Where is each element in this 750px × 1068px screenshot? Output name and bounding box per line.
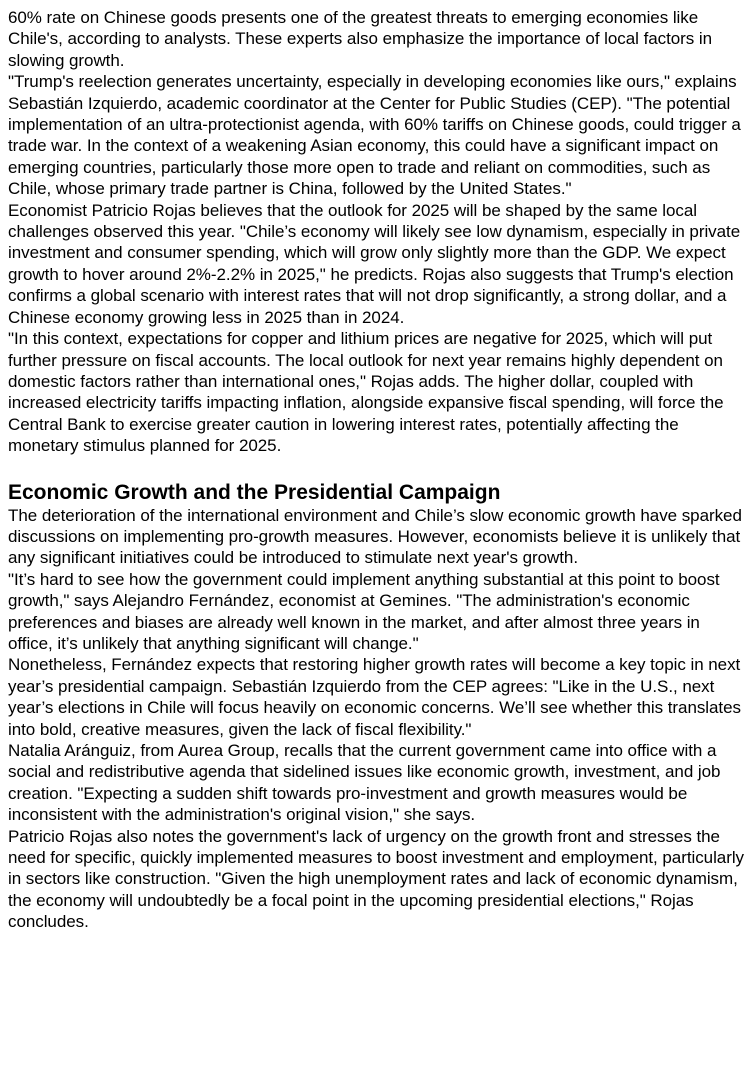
paragraph-izquierdo-quote: "Trump's reelection generates uncertainty, especially in developing economies like ours," explains Sebastián Izquierdo, academic coordinator at the Center for Public Studies (CEP). "The potential implementation of an ultra-protectionist agenda, with 60% tariffs on Chinese goods, could trigger a trade war. In the context of a weakening Asian economy, this could have a significant impact on emerging countries, particularly those more open to trade and reliant on commodities, such as Chile, whose primary trade partner is China, followed by the United States.": [8, 72, 741, 199]
paragraph-deterioration: The deterioration of the international environment and Chile’s slow economic growth have sparked discussions on implementing pro-growth measures. However, economists believe it is unlikely that any significant initiatives could be introduced to stimulate next year's growth.: [8, 505, 742, 568]
paragraph-fernandez-quote: "It’s hard to see how the government could implement anything substantial at this point to boost growth," says Alejandro Fernández, economist at Gemines. "The administration's economic preferences and biases are already well known in the market, and after almost three years in office, it’s unlikely that anything significant will change.": [8, 569, 720, 653]
paragraph-rojas-conclusion: Patricio Rojas also notes the government's lack of urgency on the growth front and stresses the need for specific, quickly implemented measures to boost investment and employment, particularly in sectors like construction. "Given the high unemployment rates and lack of economic dynamism, the economy will undoubtedly be a focal point in the upcoming presidential elections," Rojas concludes.: [8, 826, 744, 932]
paragraph-campaign-topic: Nonetheless, Fernández expects that restoring higher growth rates will become a key topic in next year’s presidential campaign. Sebastián Izquierdo from the CEP agrees: "Like in the U.S., next year’s elections in Chile will focus heavily on economic concerns. We’ll see whether this translates into bold, creative measures, given the lack of fiscal flexibility.": [8, 655, 741, 739]
paragraph-aranguiz: Natalia Aránguiz, from Aurea Group, recalls that the current government came into office with a social and redistributive agenda that sidelined issues like economic growth, investment, and job creation. "Expecting a sudden shift towards pro-investment and growth measures would be inconsistent with the administration's original vision," she says.: [8, 741, 721, 825]
paragraph-trade-threat: 60% rate on Chinese goods presents one of the greatest threats to emerging economies like Chile's, according to analysts. These experts also emphasize the importance of local factors in slowing growth.: [8, 8, 713, 70]
section-heading: Economic Growth and the Presidential Campaign: [8, 480, 501, 504]
paragraph-rojas-outlook: Economist Patricio Rojas believes that the outlook for 2025 will be shaped by the same local challenges observed this year. "Chile’s economy will likely see low dynamism, especially in private investment and consumer spending, which will grow only slightly more than the GDP. We expect growth to hover around 2%-2.2% in 2025," he predicts. Rojas also suggests that Trump's election confirms a global scenario with interest rates that will not drop significantly, a strong dollar, and a Chinese economy growing less in 2025 than in 2024.: [8, 200, 741, 327]
article-body: [8, 7, 744, 933]
section-spacer: [8, 457, 744, 478]
paragraph-copper-lithium: "In this context, expectations for copper and lithium prices are negative for 2025, which will put further pressure on fiscal accounts. The local outlook for next year remains highly dependent on domestic factors rather than international ones," Rojas adds. The higher dollar, coupled with increased electricity tariffs impacting inflation, alongside expansive fiscal spending, will force the Central Bank to exercise greater caution in lowering interest rates, potentially affecting the monetary stimulus planned for 2025.: [8, 329, 724, 456]
